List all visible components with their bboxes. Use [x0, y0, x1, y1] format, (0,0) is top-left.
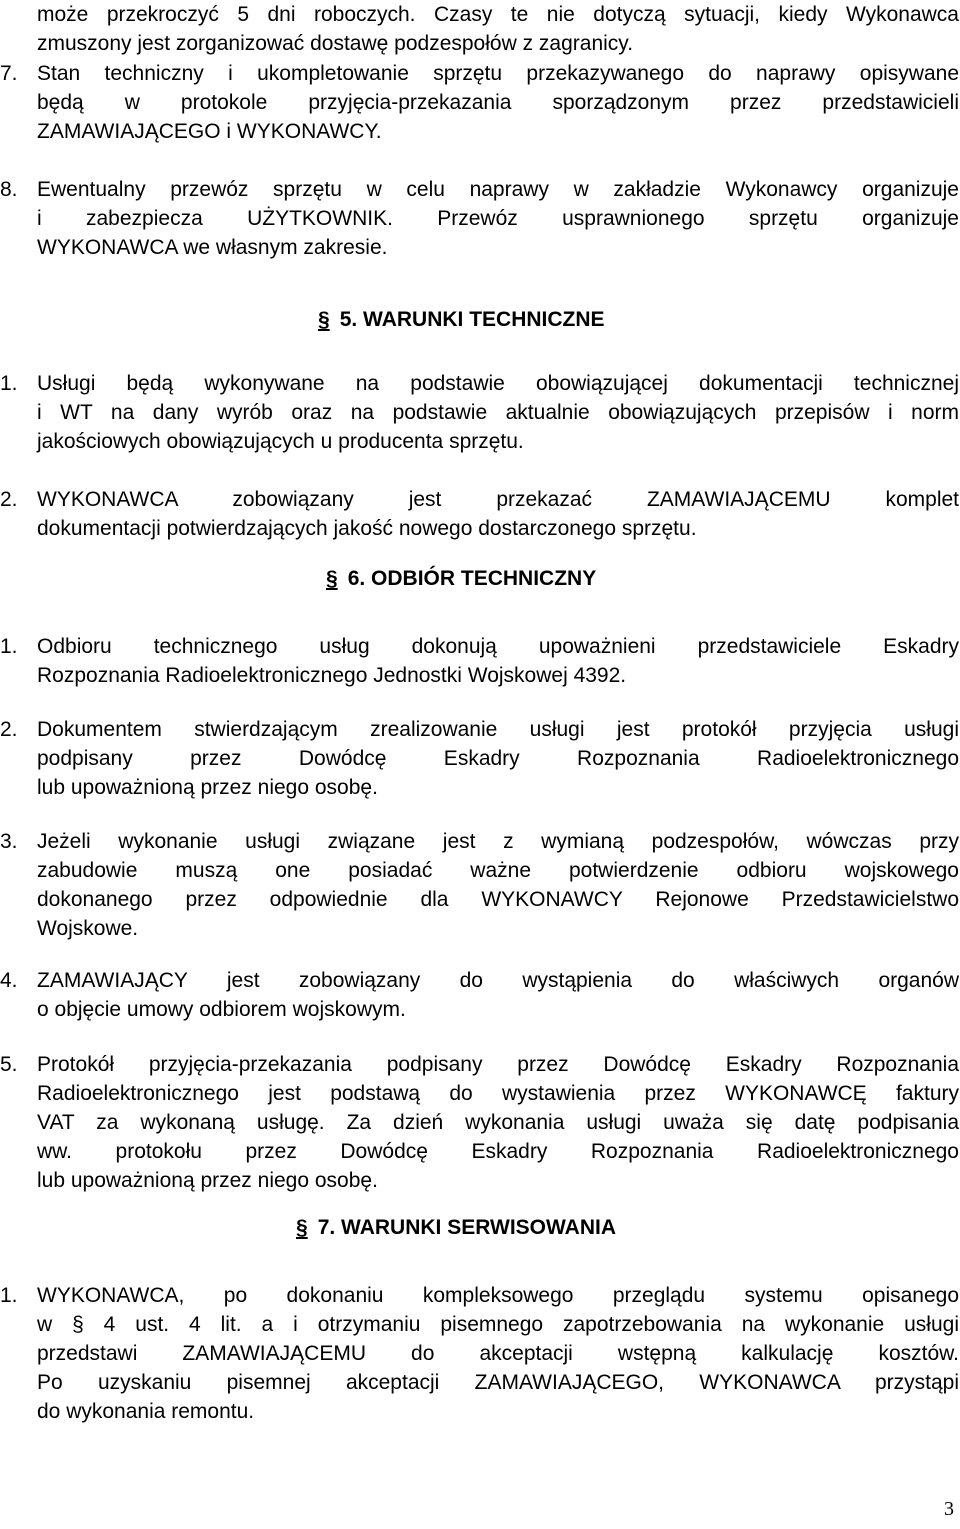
text-line: WYKONAWCA zobowiązany jest przekazać ZAMAWIAJĄCEMU komplet	[37, 488, 959, 511]
text-line: Radioelektronicznego jest podstawą do wystawienia przez WYKONAWCĘ faktury	[37, 1082, 959, 1105]
list-item	[0, 827, 960, 943]
item-number: 1.	[0, 1284, 18, 1307]
text-line: i WT na dany wyrób oraz na podstawie aktualnie obowiązujących przepisów i norm	[37, 401, 959, 424]
text-line: do wykonania remontu.	[37, 1400, 255, 1423]
text-line: lub upoważnioną przez niego osobę.	[37, 776, 378, 799]
list-item	[0, 1281, 960, 1426]
list-item	[0, 1050, 960, 1195]
item-number: 1.	[0, 372, 18, 395]
text-line: Rozpoznania Radioelektronicznego Jednostki Wojskowej 4392.	[37, 664, 627, 687]
text-line: dokumentacji potwierdzających jakość nowego dostarczonego sprzętu.	[37, 517, 697, 540]
item-number: 5.	[0, 1053, 18, 1076]
text-line: WYKONAWCA we własnym zakresie.	[37, 236, 388, 259]
text-line: jakościowych obowiązujących u producenta sprzętu.	[37, 430, 524, 453]
text-line: VAT za wykonaną usługę. Za dzień wykonania usługi uważa się datę podpisania	[37, 1111, 959, 1134]
item-number: 4.	[0, 969, 18, 992]
item-number: 2.	[0, 718, 18, 741]
item-number: 3.	[0, 830, 18, 853]
text-line: przedstawi ZAMAWIAJĄCEMU do akceptacji wstępną kalkulację kosztów.	[37, 1342, 959, 1365]
item-number: 8.	[0, 178, 18, 201]
list-item	[0, 715, 960, 802]
text-line: Dokumentem stwierdzającym zrealizowanie usługi jest protokół przyjęcia usługi	[37, 718, 959, 741]
item-number: 2.	[0, 488, 18, 511]
paragraph-sign: §	[296, 1216, 308, 1239]
list-item	[0, 59, 960, 146]
text-line: zabudowie muszą one posiadać ważne potwierdzenie odbioru wojskowego	[37, 859, 959, 882]
item-number: 1.	[0, 635, 18, 658]
text-line: WYKONAWCA, po dokonaniu kompleksowego przeglądu systemu opisanego	[37, 1284, 959, 1307]
intro-paragraph	[37, 0, 959, 58]
text-line: w § 4 ust. 4 lit. a i otrzymaniu pisemnego zapotrzebowania na wykonanie usługi	[37, 1313, 959, 1336]
text-line: Ewentualny przewóz sprzętu w celu naprawy w zakładzie Wykonawcy organizuje	[37, 178, 959, 201]
text-line: podpisany przez Dowódcę Eskadry Rozpoznania Radioelektronicznego	[37, 747, 959, 770]
list-item	[0, 369, 960, 456]
section-heading	[296, 1213, 616, 1242]
text-line: Wojskowe.	[37, 917, 139, 940]
list-item	[0, 485, 960, 543]
text-line: ZAMAWIAJĄCEGO i WYKONAWCY.	[37, 120, 382, 143]
text-line: będą w protokole przyjęcia-przekazania sporządzonym przez przedstawicieli	[37, 91, 959, 114]
text-line: Po uzyskaniu pisemnej akceptacji ZAMAWIAJĄCEGO, WYKONAWCA przystąpi	[37, 1371, 959, 1394]
list-item	[0, 632, 960, 690]
list-item	[0, 966, 960, 1024]
text-line: Odbioru technicznego usług dokonują upoważnieni przedstawiciele Eskadry	[37, 635, 959, 658]
text-line: dokonanego przez odpowiednie dla WYKONAWCY Rejonowe Przedstawicielstwo	[37, 888, 959, 911]
section-title: 5. WARUNKI TECHNICZNE	[339, 308, 605, 331]
paragraph-sign: §	[318, 308, 330, 331]
text-line: lub upoważnioną przez niego osobę.	[37, 1169, 378, 1192]
section-title: 6. ODBIÓR TECHNICZNY	[347, 567, 597, 590]
paragraph-sign: §	[326, 567, 338, 590]
text-line: Jeżeli wykonanie usługi związane jest z wymianą podzespołów, wówczas przy	[37, 830, 959, 853]
list-item	[0, 175, 960, 262]
text-line: zmuszony jest zorganizować dostawę podzespołów z zagranicy.	[37, 32, 634, 55]
text-line: może przekroczyć 5 dni roboczych. Czasy te nie dotyczą sytuacji, kiedy Wykonawca	[37, 3, 959, 26]
page-number: 3	[944, 1498, 954, 1520]
text-line: i zabezpiecza UŻYTKOWNIK. Przewóz usprawnionego sprzętu organizuje	[37, 207, 959, 230]
text-line: Protokół przyjęcia-przekazania podpisany przez Dowódcę Eskadry Rozpoznania	[37, 1053, 959, 1076]
item-number: 7.	[0, 62, 18, 85]
text-line: ZAMAWIAJĄCY jest zobowiązany do wystąpienia do właściwych organów	[37, 969, 959, 992]
text-line: Usługi będą wykonywane na podstawie obowiązującej dokumentacji technicznej	[37, 372, 959, 395]
section-title: 7. WARUNKI SERWISOWANIA	[317, 1216, 616, 1239]
text-line: o objęcie umowy odbiorem wojskowym.	[37, 998, 406, 1021]
text-line: Stan techniczny i ukompletowanie sprzętu przekazywanego do naprawy opisywane	[37, 62, 959, 85]
section-heading	[326, 564, 596, 593]
text-line: ww. protokołu przez Dowódcę Eskadry Rozpoznania Radioelektronicznego	[37, 1140, 959, 1163]
section-heading	[318, 305, 605, 334]
